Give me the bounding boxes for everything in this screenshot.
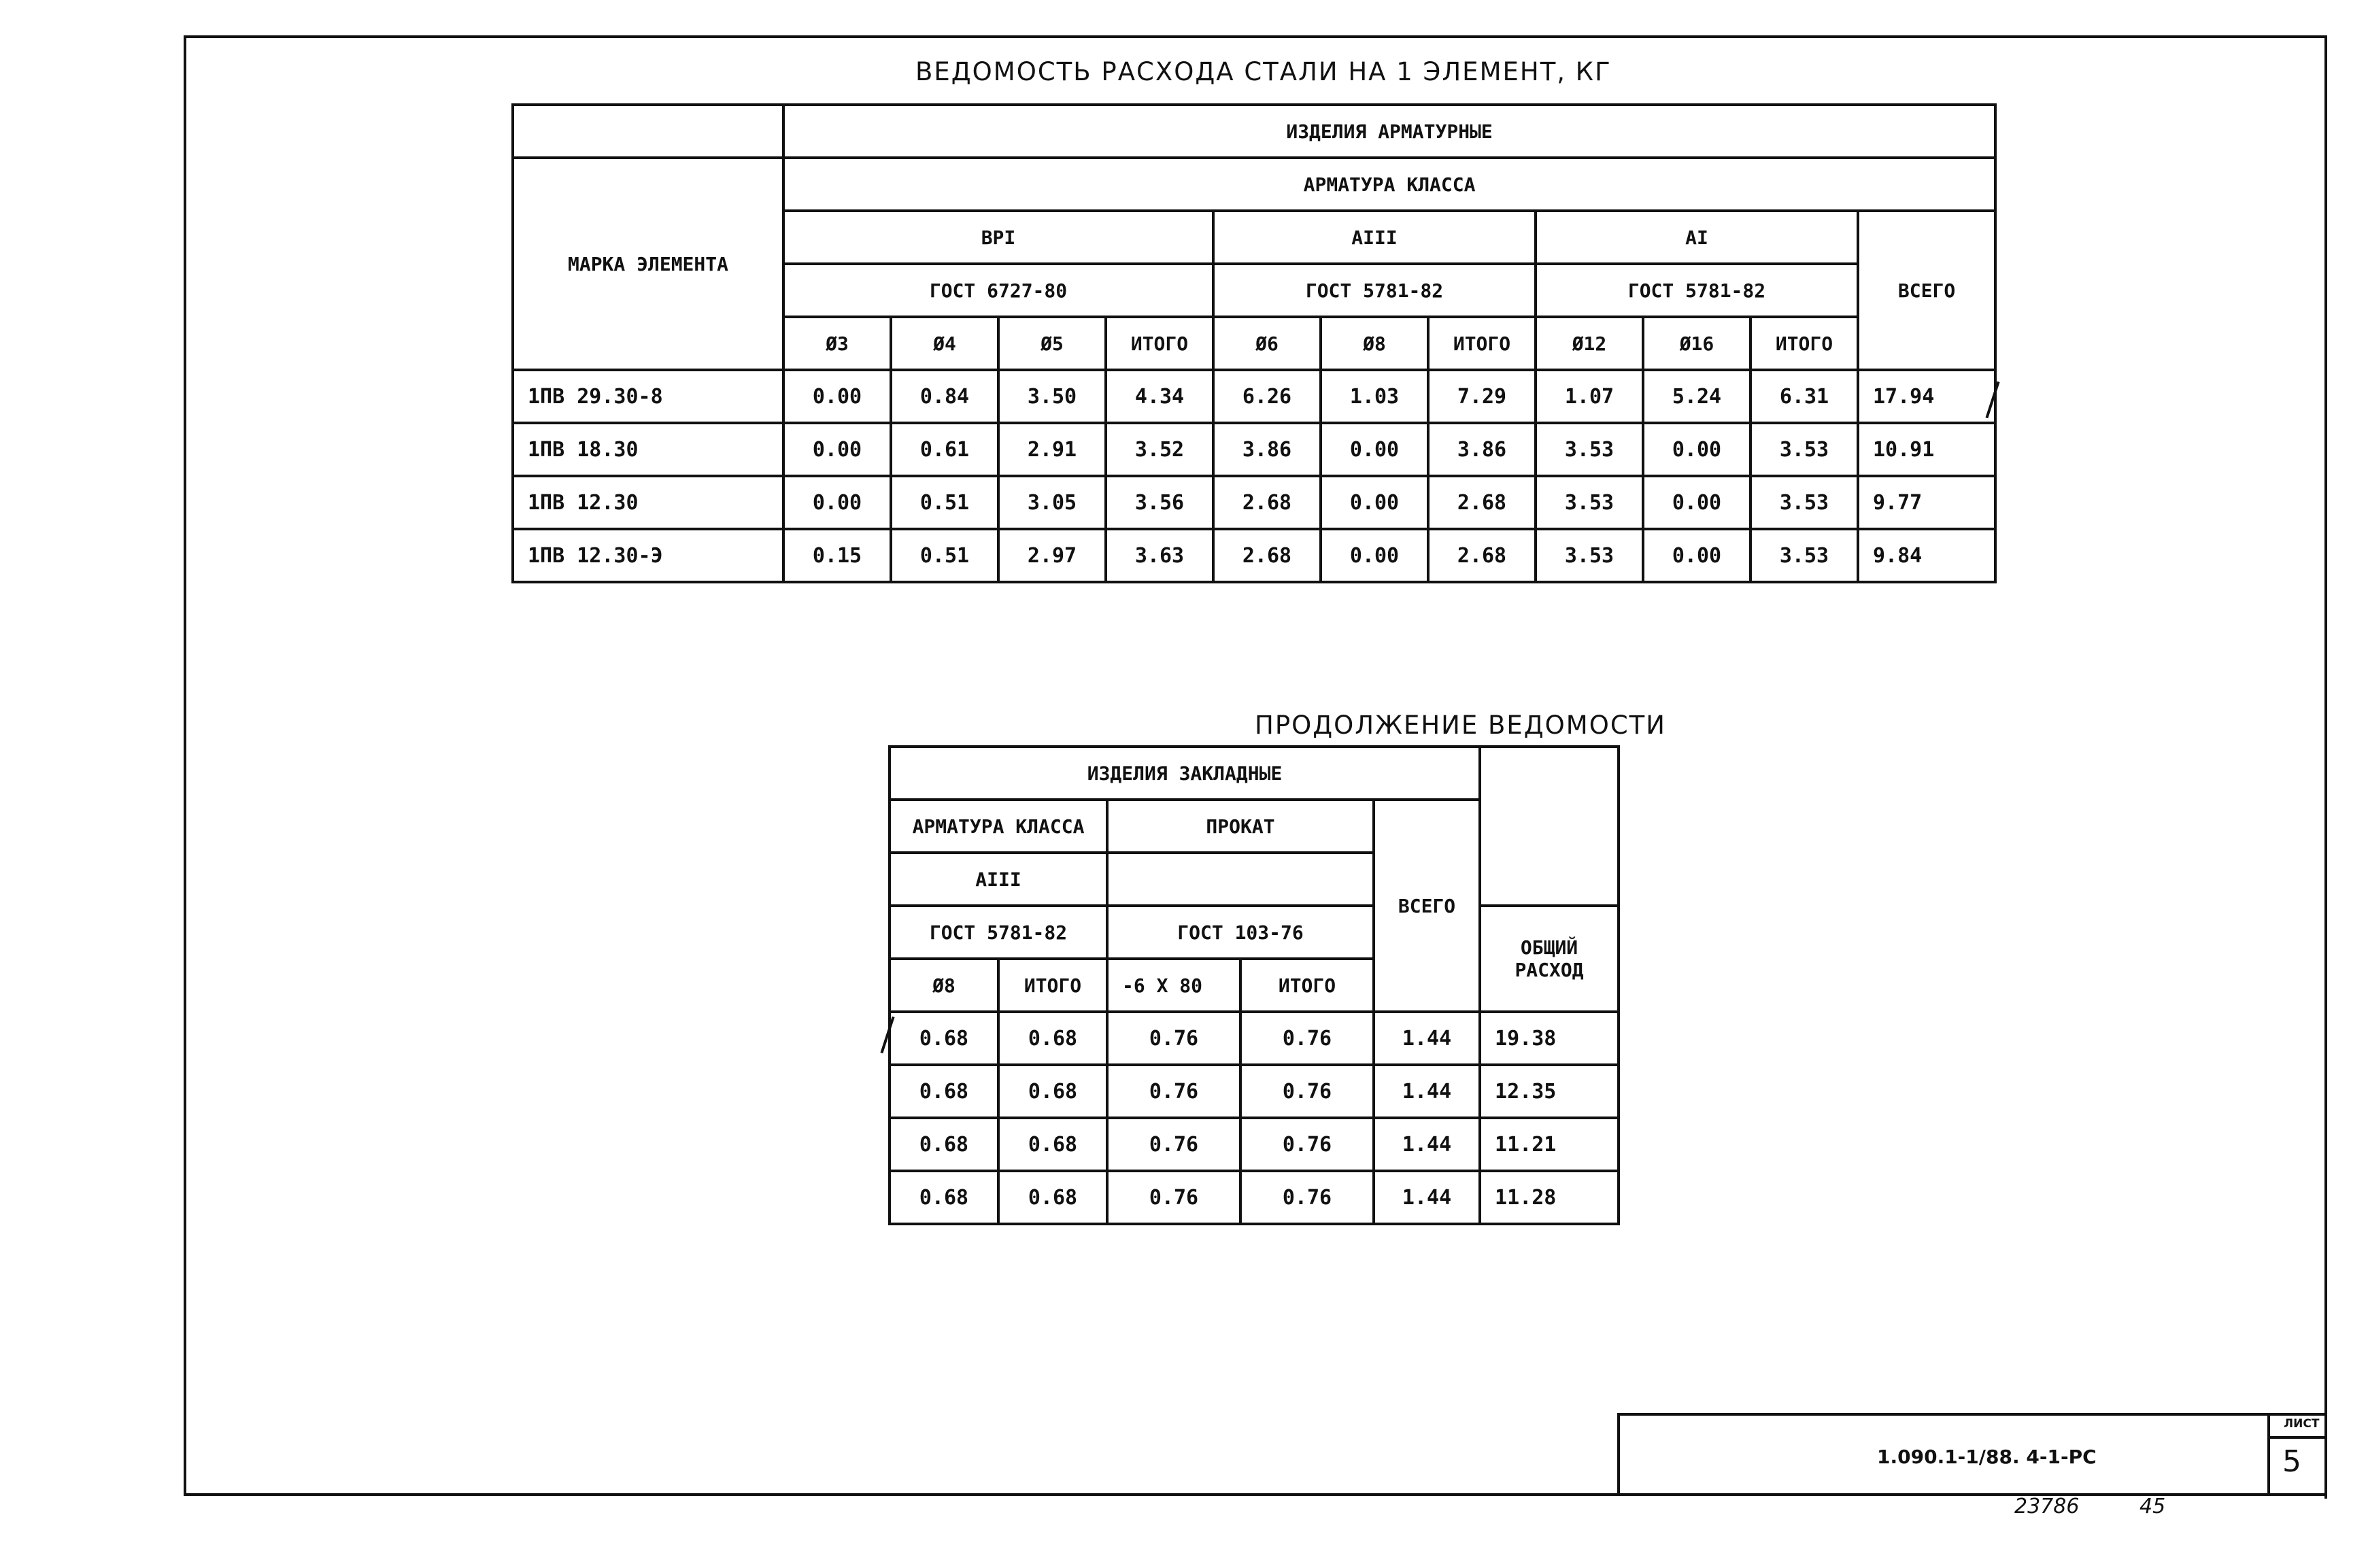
table-row [890, 1171, 1619, 1224]
table-cell: 3.53 [1536, 476, 1643, 529]
sub-header: ИТОГО [998, 959, 1107, 1012]
table-cell-overall: 12.35 [1480, 1065, 1619, 1118]
overall-header-spacer [1480, 747, 1619, 906]
table-cell: 2.68 [1213, 476, 1321, 529]
table-cell: 0.68 [998, 1012, 1107, 1065]
overall-consumption-header [1480, 906, 1619, 1012]
sub-header: Ø8 [1321, 317, 1428, 370]
rebar-class-header: АРМАТУРА КЛАССА [783, 158, 1995, 211]
sheet-box-divider [2267, 1436, 2324, 1439]
products-header: ИЗДЕЛИЯ АРМАТУРНЫЕ [783, 105, 1995, 158]
sub-header: Ø6 [1213, 317, 1321, 370]
table-cell: 3.63 [1106, 529, 1213, 582]
sub-header: Ø3 [783, 317, 891, 370]
table-cell: 2.68 [1213, 529, 1321, 582]
sub-header: Ø4 [891, 317, 998, 370]
table-cell-overall: 19.38 [1480, 1012, 1619, 1065]
table-row [890, 1065, 1619, 1118]
table-cell: 0.00 [1321, 476, 1428, 529]
table-cell: 1.44 [1374, 1065, 1480, 1118]
table-cell: 6.26 [1213, 370, 1321, 423]
total-header: ВСЕГО [1374, 800, 1480, 1012]
table-cell: 0.51 [891, 476, 998, 529]
sheet-number: 5 [2282, 1444, 2301, 1479]
gost-aiii: ГОСТ 5781-82 [1213, 264, 1536, 317]
frame-left-border [184, 35, 186, 1493]
table-row [513, 476, 1995, 529]
sub-header: Ø8 [890, 959, 998, 1012]
table-cell: 5.24 [1643, 370, 1750, 423]
table-row [513, 529, 1995, 582]
table-cell: 0.00 [1643, 529, 1750, 582]
table-cell: 0.68 [890, 1065, 998, 1118]
table-cell-total: 10.91 [1858, 423, 1995, 476]
frame-top-border [184, 35, 2327, 38]
table-cell: 2.97 [998, 529, 1106, 582]
table-cell: 0.00 [1643, 423, 1750, 476]
table-cell: 2.68 [1428, 529, 1536, 582]
table-cell: 1.03 [1321, 370, 1428, 423]
sub-header: ИТОГО [1240, 959, 1374, 1012]
table-cell: 3.86 [1428, 423, 1536, 476]
element-mark: 1ПВ 12.30 [513, 476, 783, 529]
gost-rolled: ГОСТ 103-76 [1107, 906, 1374, 959]
table-cell: 0.76 [1107, 1065, 1240, 1118]
group-header-ai: AI [1536, 211, 1858, 264]
table-cell: 3.05 [998, 476, 1106, 529]
sub-header: ИТОГО [1428, 317, 1536, 370]
table-cell: 0.68 [890, 1118, 998, 1171]
document-code: 1.090.1-1/88. 4-1-РС [1877, 1446, 2097, 1468]
class-name: AIII [890, 853, 1107, 906]
steel-consumption-table [511, 103, 1997, 583]
empty-cell [1107, 853, 1374, 906]
table-cell: 0.00 [1643, 476, 1750, 529]
table-cell: 4.34 [1106, 370, 1213, 423]
sub-header: -6 Х 80 [1107, 959, 1240, 1012]
table-cell: 0.84 [891, 370, 998, 423]
total-header: ВСЕГО [1858, 211, 1995, 370]
table-cell: 3.53 [1750, 423, 1858, 476]
overall-header-line2: РАСХОД [1515, 959, 1584, 981]
overall-header-line1: ОБЩИЙ [1520, 936, 1578, 959]
table-cell: 1.44 [1374, 1171, 1480, 1224]
element-mark-header: МАРКА ЭЛЕМЕНТА [513, 158, 783, 370]
table-cell: 0.61 [891, 423, 998, 476]
table-cell: 0.76 [1240, 1012, 1374, 1065]
table-cell: 3.86 [1213, 423, 1321, 476]
gost-rebar: ГОСТ 5781-82 [890, 906, 1107, 959]
table-cell: 3.56 [1106, 476, 1213, 529]
table-cell-total: 9.77 [1858, 476, 1995, 529]
sub-header: Ø12 [1536, 317, 1643, 370]
table-row [890, 1012, 1619, 1065]
table-cell: 0.76 [1240, 1118, 1374, 1171]
gost-vri: ГОСТ 6727-80 [783, 264, 1213, 317]
table-cell: 3.53 [1750, 476, 1858, 529]
table-cell: 3.53 [1750, 529, 1858, 582]
rolled-steel-header: ПРОКАТ [1107, 800, 1374, 853]
table-cell: 0.68 [998, 1118, 1107, 1171]
table-cell: 6.31 [1750, 370, 1858, 423]
table-row [513, 370, 1995, 423]
table-cell: 3.53 [1536, 423, 1643, 476]
table-cell: 0.00 [783, 370, 891, 423]
table-cell: 1.44 [1374, 1012, 1480, 1065]
sub-header: ИТОГО [1106, 317, 1213, 370]
table-cell: 0.00 [1321, 423, 1428, 476]
table-cell: 0.76 [1240, 1065, 1374, 1118]
rebar-class-header: АРМАТУРА КЛАССА [890, 800, 1107, 853]
table-cell: 0.68 [890, 1012, 998, 1065]
sub-header: ИТОГО [1750, 317, 1858, 370]
sub-header: Ø16 [1643, 317, 1750, 370]
table-cell: 1.07 [1536, 370, 1643, 423]
table-cell: 0.00 [1321, 529, 1428, 582]
table-cell-overall: 11.21 [1480, 1118, 1619, 1171]
table-cell: 0.76 [1107, 1118, 1240, 1171]
gost-ai: ГОСТ 5781-82 [1536, 264, 1858, 317]
table-cell: 0.68 [890, 1171, 998, 1224]
table-cell: 0.15 [783, 529, 891, 582]
table-cell: 0.76 [1107, 1012, 1240, 1065]
table-cell: 0.00 [783, 423, 891, 476]
group-header-aiii: AIII [1213, 211, 1536, 264]
inventory-number: 23786 [2014, 1495, 2080, 1518]
table-cell: 2.68 [1428, 476, 1536, 529]
embedded-products-header: ИЗДЕЛИЯ ЗАКЛАДНЫЕ [890, 747, 1480, 800]
table-cell: 3.52 [1106, 423, 1213, 476]
table-cell: 0.76 [1107, 1171, 1240, 1224]
table-cell-overall: 11.28 [1480, 1171, 1619, 1224]
frame-right-border [2324, 35, 2327, 1499]
element-mark: 1ПВ 12.30-Э [513, 529, 783, 582]
continuation-table [888, 745, 1620, 1225]
table-cell: 0.68 [998, 1065, 1107, 1118]
empty-corner-cell [513, 105, 783, 158]
table-cell: 7.29 [1428, 370, 1536, 423]
document-title: ВЕДОМОСТЬ РАСХОДА СТАЛИ НА 1 ЭЛЕМЕНТ, КГ [915, 57, 1612, 86]
table-row [890, 1118, 1619, 1171]
table-cell: 0.68 [998, 1171, 1107, 1224]
table-cell: 0.00 [783, 476, 891, 529]
table-cell: 3.53 [1536, 529, 1643, 582]
element-mark: 1ПВ 18.30 [513, 423, 783, 476]
table-cell: 0.51 [891, 529, 998, 582]
sheet-label: ЛИСТ [2284, 1417, 2320, 1431]
table-row [513, 423, 1995, 476]
table-cell: 1.44 [1374, 1118, 1480, 1171]
continuation-title: ПРОДОЛЖЕНИЕ ВЕДОМОСТИ [1255, 711, 1666, 740]
table-cell-total: 17.94 [1858, 370, 1995, 423]
element-mark: 1ПВ 29.30-8 [513, 370, 783, 423]
group-header-vri: ВРI [783, 211, 1213, 264]
table-cell: 2.91 [998, 423, 1106, 476]
table-cell: 3.50 [998, 370, 1106, 423]
table-cell-total: 9.84 [1858, 529, 1995, 582]
table-cell: 0.76 [1240, 1171, 1374, 1224]
sub-header: Ø5 [998, 317, 1106, 370]
inventory-copy: 45 [2139, 1495, 2166, 1518]
